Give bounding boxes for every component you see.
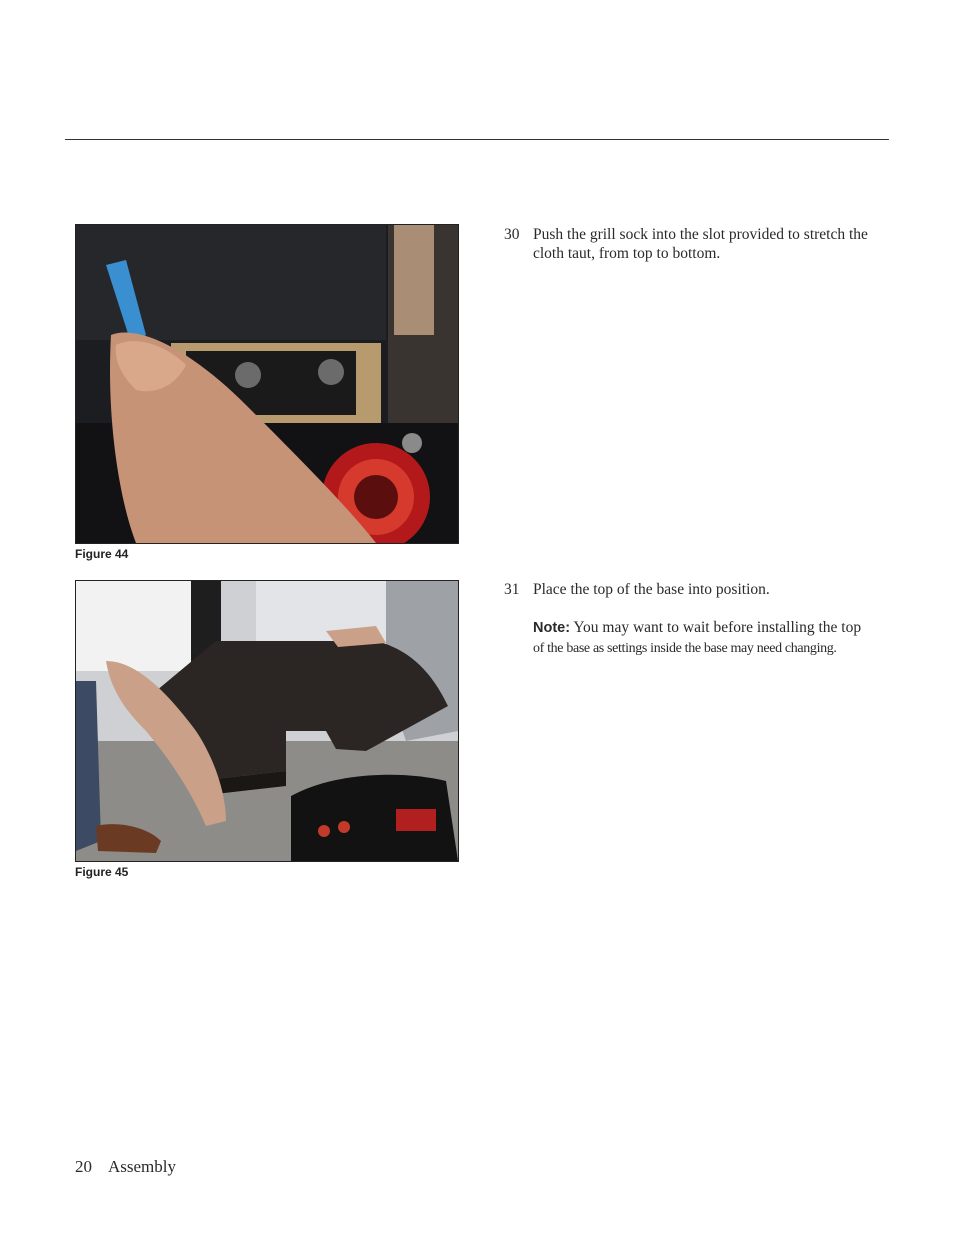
step-31 <box>504 580 884 599</box>
step-text: Place the top of the base into position. <box>533 581 770 598</box>
step-number: 31 <box>504 581 520 598</box>
section-name: Assembly <box>108 1157 176 1176</box>
header-rule <box>65 139 889 140</box>
page-number: 20 <box>75 1157 92 1176</box>
note-text-line-2: of the base as settings inside the base may need changing. <box>533 641 837 656</box>
figure-44-caption: Figure 44 <box>75 547 129 561</box>
figure-44-photo <box>75 224 459 544</box>
figure-45-caption: Figure 45 <box>75 865 129 879</box>
step-text: Push the grill sock into the slot provided to stretch the cloth taut, from top to bottom. <box>533 226 868 262</box>
note-block <box>533 618 885 658</box>
figure-45-photo <box>75 580 459 862</box>
note-label: Note: <box>533 620 571 636</box>
note-text-line-1: You may want to wait before installing the top <box>573 619 862 636</box>
step-30 <box>504 225 884 263</box>
step-number: 30 <box>504 226 520 243</box>
page-footer <box>75 1157 176 1177</box>
